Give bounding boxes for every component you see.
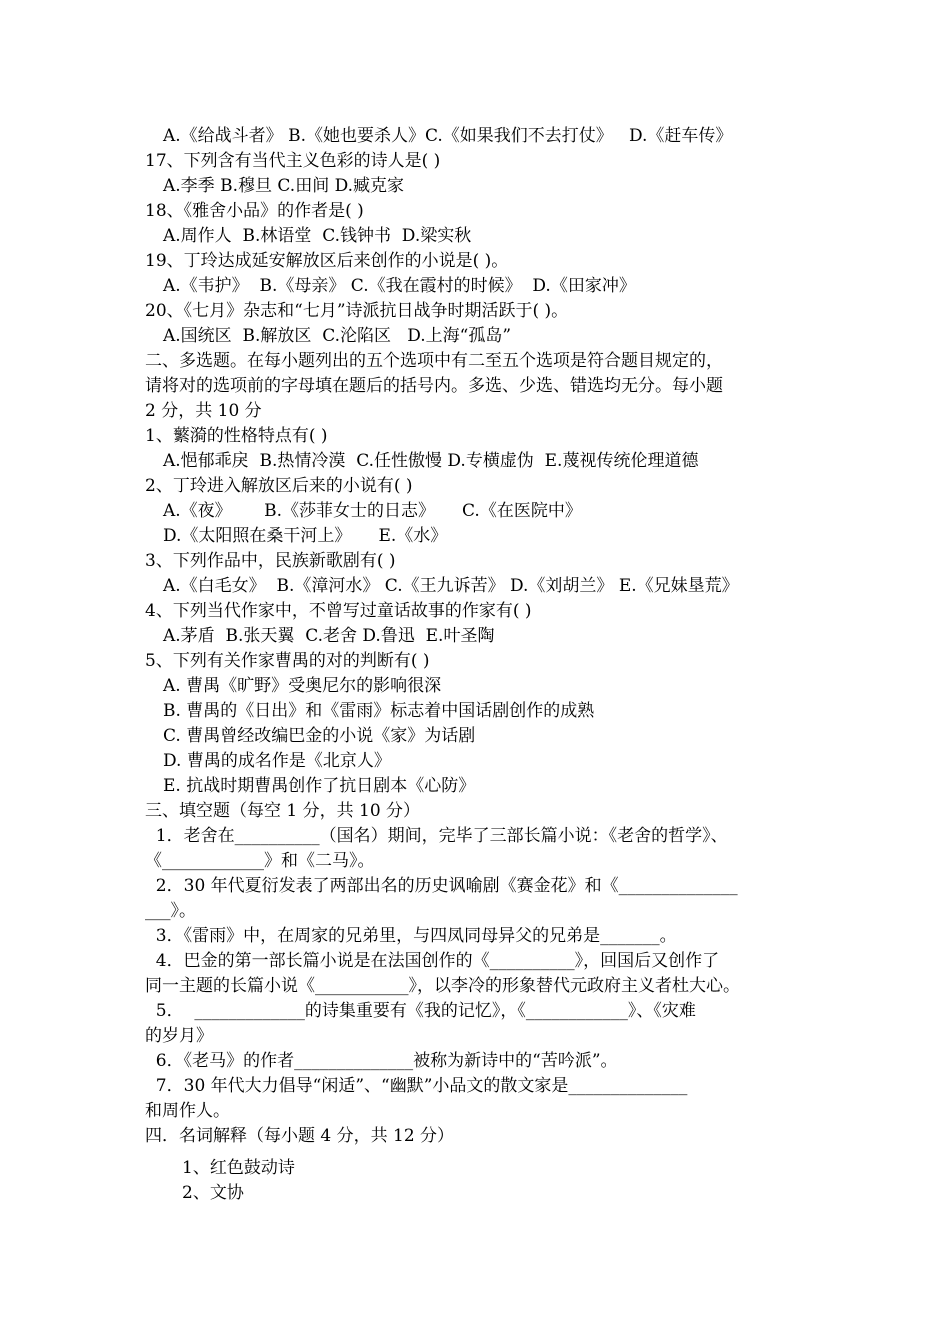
- fill-question-4: 4．巴金的第一部长篇小说是在法国创作的《__________》，回国后又创作了: [145, 951, 720, 971]
- question-19: 19、丁玲达成延安解放区后来创作的小说是( )。: [145, 251, 509, 271]
- multi-question-2: 2、丁玲进入解放区后来的小说有( ): [145, 476, 413, 496]
- question-20: 20、《七月》杂志和“七月”诗派抗日战争时期活跃于( )。: [145, 301, 569, 321]
- fill-question-7: 7．30 年代大力倡导“闲适”、“幽默”小品文的散文家是______________: [145, 1076, 688, 1096]
- fill-question-1: 1．老舍在__________（国名）期间，完毕了三部长篇小说：《老舍的哲学》、: [145, 826, 728, 846]
- fill-question-3: 3．《雷雨》中，在周家的兄弟里，与四凤同母异父的兄弟是_______。: [145, 926, 677, 946]
- multi-option-b: B. 曹禺的《日出》和《雷雨》标志着中国话剧创作的成熟: [163, 701, 595, 721]
- section-instructions: 2 分，共 10 分: [145, 401, 262, 421]
- section-instructions: 请将对的选项前的字母填在题后的括号内。多选、少选、错选均无分。每小题: [145, 376, 723, 396]
- term-2: 2、文协: [182, 1183, 244, 1203]
- multi-question-5: 5、下列有关作家曹禺的对的判断有( ): [145, 651, 430, 671]
- options-19: A.《韦护》 B.《母亲》 C.《我在霞村的时候》 D.《田家冲》: [163, 276, 636, 296]
- multi-question-3: 3、下列作品中，民族新歌剧有( ): [145, 551, 396, 571]
- options-17: A.李季 B.穆旦 C.田间 D.臧克家: [163, 176, 405, 196]
- multi-options-3: A.《白毛女》 B.《漳河水》 C.《王九诉苦》 D.《刘胡兰》 E.《兄妹垦荒》: [163, 576, 739, 596]
- fill-question-6: 6．《老马》的作者______________被称为新诗中的“苦吟派”。: [145, 1051, 618, 1071]
- multi-option-e: E. 抗战时期曹禺创作了抗日剧本《心防》: [163, 776, 476, 796]
- multi-options-2: D.《太阳照在桑干河上》 E.《水》: [163, 526, 448, 546]
- fill-question-1: 《____________》和《二马》。: [145, 851, 375, 871]
- fill-question-7: 和周作人。: [145, 1101, 230, 1121]
- fill-question-5: 5． _____________的诗集重要有《我的记忆》，《____________》、《灾难: [145, 1001, 696, 1021]
- question-18: 18、《雅舍小品》的作者是( ): [145, 201, 364, 221]
- question-17: 17、下列含有当代主义色彩的诗人是( ): [145, 151, 441, 171]
- fill-question-4: 同一主题的长篇小说《___________》，以李冷的形象替代元政府主义者杜大心。: [145, 976, 740, 996]
- section-heading: 四．名词解释（每小题 4 分，共 12 分）: [145, 1126, 455, 1146]
- options-18: A.周作人 B.林语堂 C.钱钟书 D.梁实秋: [163, 226, 472, 246]
- multi-option-a: A. 曹禺《旷野》受奥尼尔的影响很深: [163, 676, 442, 696]
- section-heading: 三、填空题（每空 1 分，共 10 分）: [145, 801, 421, 821]
- term-1: 1、红色鼓动诗: [182, 1158, 295, 1178]
- multi-options-2: A.《夜》 B.《莎菲女士的日志》 C.《在医院中》: [163, 501, 582, 521]
- text-line: A.《给战斗者》 B.《她也要杀人》C.《如果我们不去打仗》 D.《赶车传》: [163, 126, 733, 146]
- multi-options-4: A.茅盾 B.张天翼 C.老舍 D.鲁迅 E.叶圣陶: [163, 626, 495, 646]
- multi-option-d: D. 曹禺的成名作是《北京人》: [163, 751, 391, 771]
- multi-options-1: A.悒郁乖戾 B.热情冷漠 C.任性傲慢 D.专横虚伪 E.蔑视传统伦理道德: [163, 451, 699, 471]
- options-20: A.国统区 B.解放区 C.沦陷区 D.上海“孤岛”: [163, 326, 512, 346]
- fill-question-2: ___》。: [145, 901, 196, 921]
- multi-option-c: C. 曹禺曾经改编巴金的小说《家》为话剧: [163, 726, 476, 746]
- multi-question-1: 1、蘩漪的性格特点有( ): [145, 426, 328, 446]
- fill-question-2: 2．30 年代夏衍发表了两部出名的历史讽喻剧《赛金花》和《______________: [145, 876, 738, 896]
- multi-question-4: 4、下列当代作家中，不曾写过童话故事的作家有( ): [145, 601, 532, 621]
- fill-question-5: 的岁月》: [145, 1026, 213, 1046]
- section-heading: 二、多选题。在每小题列出的五个选项中有二至五个选项是符合题目规定的，: [145, 351, 723, 371]
